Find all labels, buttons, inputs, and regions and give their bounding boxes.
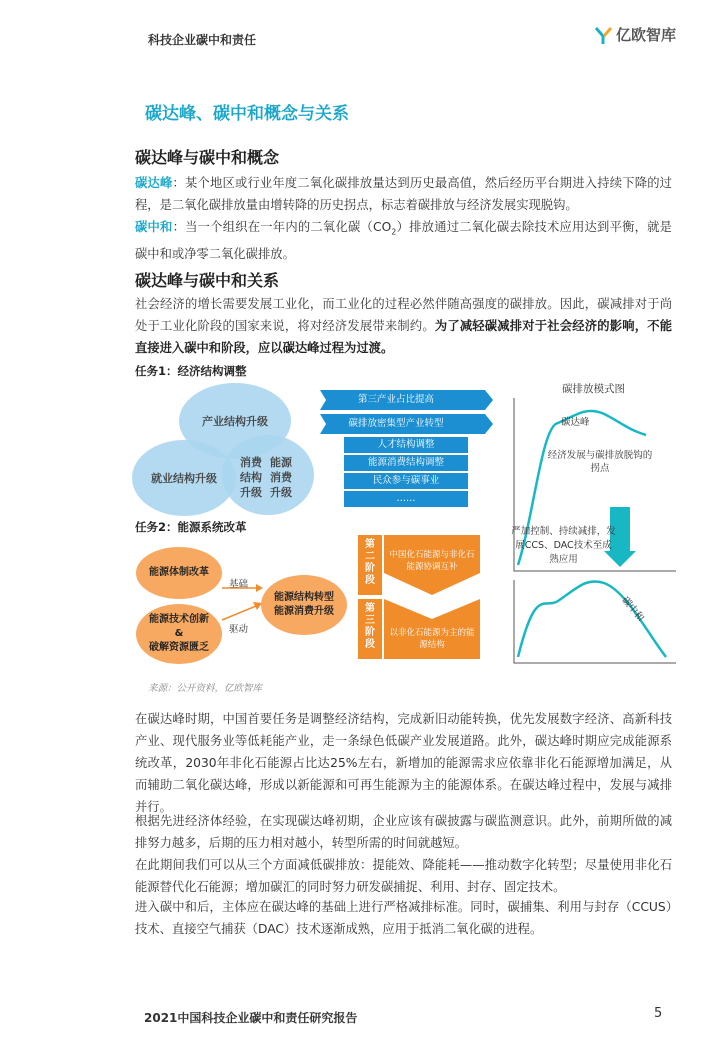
oval-structure-line1: 能源结构转型 [274,592,334,603]
concept-heading: 碳达峰与碳中和概念 [135,148,280,167]
body-paragraph-3: 在此期间我们可以从三个方面减低碳排放：提能效、降能耗——推动数字化转型；尽量使用非化石能源替代化石能源；增加碳汇的同时努力研发碳捕捉、利用、封存、固定技术。 [135,858,672,894]
logo-text: 亿欧智库 [616,26,677,44]
relation-paragraph [135,293,672,359]
relation-heading: 碳达峰与碳中和关系 [135,271,280,290]
blue-item-6: …… [344,491,468,507]
circle-energy-label: 能源 消费 升级 [270,456,292,499]
task2-title: 任务2：能源系统改革 [135,520,247,534]
body-paragraph-2: 根据先进经济体经验，在实现碳达峰初期，企业应该有碳披露与碳监测意识。此外，前期所做的减排努力越多，后期的压力相对越小，转型所需的时间就越短。 [135,814,672,850]
yiou-logo-icon [594,25,614,45]
blue-item-5: 民众参与碳事业 [344,473,468,489]
oval-structure-line2: 能源消费升级 [274,606,334,617]
figure-source: 来源：公开资料，亿欧智库 [148,683,263,694]
neutral-term: 碳中和 [135,220,173,234]
neutral-chart-label: 碳中和 [619,594,647,624]
control-text: 严加控制、持续减排，发展CCS、DAC技术至成熟应用 [511,526,616,565]
task1-title: 任务1：经济结构调整 [135,364,247,378]
chart2-axes [514,580,676,663]
oval-tech-line2: & [174,628,184,639]
header-title: 科技企业碳中和责任 [148,33,257,47]
section-title: 碳达峰、碳中和概念与关系 [145,104,349,124]
oval-tech-line1: 能源技术创新 [149,614,209,625]
stage2-label: 第 二 阶 段 [365,539,375,586]
peak-label: 碳达峰 [561,417,590,428]
stage2-text: 中国化石能源与非化石能源协调互补 [389,550,475,572]
blue-item-2: 碳排放密集型产业转型 [326,416,466,432]
neutral-definition-1: ：当一个组织在一年内的二氧化碳（CO [172,220,392,234]
stage3-label: 第 三 阶 段 [365,603,375,650]
model-title: 碳排放模式图 [562,383,625,395]
body-paragraph-1: 在碳达峰时期，中国首要任务是调整经济结构，完成新旧动能转换，优先发展数字经济、高新科技产业、现代服务业等低耗能产业，走一条绿色低碳产业发展道路。此外，碳达峰时期应完成能源系统改革，2030年非化石能源占比达25%左右，新增加的能源需求应依靠非化石能源增加满足，从而辅助二氧化碳达峰，形成以新能源和可再生能源为主的能源体系。在碳达峰过程中，发展与减排并行。 [135,712,672,814]
circle-consume [222,435,314,515]
circle-employment: 就业结构升级 [132,440,236,516]
circle-industry: 产业结构升级 [179,383,291,459]
concept-paragraph [135,172,672,265]
oval-energy-system: 能源体制改革 [136,547,222,599]
co2-subscript: 2 [391,227,397,237]
blue-item-3: 人才结构调整 [344,437,468,453]
oval-tech-line3: 破解资源匮乏 [149,642,209,653]
blue-item-4: 能源消费结构调整 [344,455,468,471]
oval-energy-tech [136,604,222,664]
relation-bold-text: 为了减轻碳减排对于社会经济的影响，不能直接进入碳中和阶段，应以碳达峰过程为过渡。 [135,319,672,355]
oval-energy-structure [261,575,347,635]
blue-item-1: 第三产业占比提高 [326,392,466,408]
circle-consume-label: 消费 结构 升级 [240,456,262,499]
neutral-definition-2: ）排放通过二氧化碳去除技术应用达到平衡，就是碳中和或净零二氧化碳排放。 [135,220,672,262]
label-basis: 基础 [229,579,249,590]
logo [594,24,676,45]
relation-text: 社会经济的增长需要发展工业化，而工业化的过程必然伴随高强度的碳排放。因此，碳减排对于尚处于工业化阶段的国家来说，将对经济发展带来制约。 [135,297,672,333]
stage3-text: 以非化石能源为主的能源结构 [389,628,475,650]
body-paragraph-4: 进入碳中和后，主体应在碳达峰的基础上进行严格减排标准。同时，碳捕集、利用与封存（CCUS）技术、直接空气捕获（DAC）技术逐渐成熟，应用于抵消二氧化碳的进程。 [135,900,672,936]
footer-report-title: 2021中国科技企业碳中和责任研究报告 [144,1011,358,1025]
label-drive: 驱动 [229,624,249,635]
peak-definition: ：某个地区或行业年度二氧化碳排放量达到历史最高值，然后经历平台期进入持续下降的过程，是二氧化碳排放量由增转降的历史拐点，标志着碳排放与经济发展实现脱钩。 [135,176,672,212]
page-number: 5 [654,1006,663,1021]
peak-term: 碳达峰 [135,176,173,190]
decouple-label: 经济发展与碳排放脱钩的拐点 [547,450,653,474]
